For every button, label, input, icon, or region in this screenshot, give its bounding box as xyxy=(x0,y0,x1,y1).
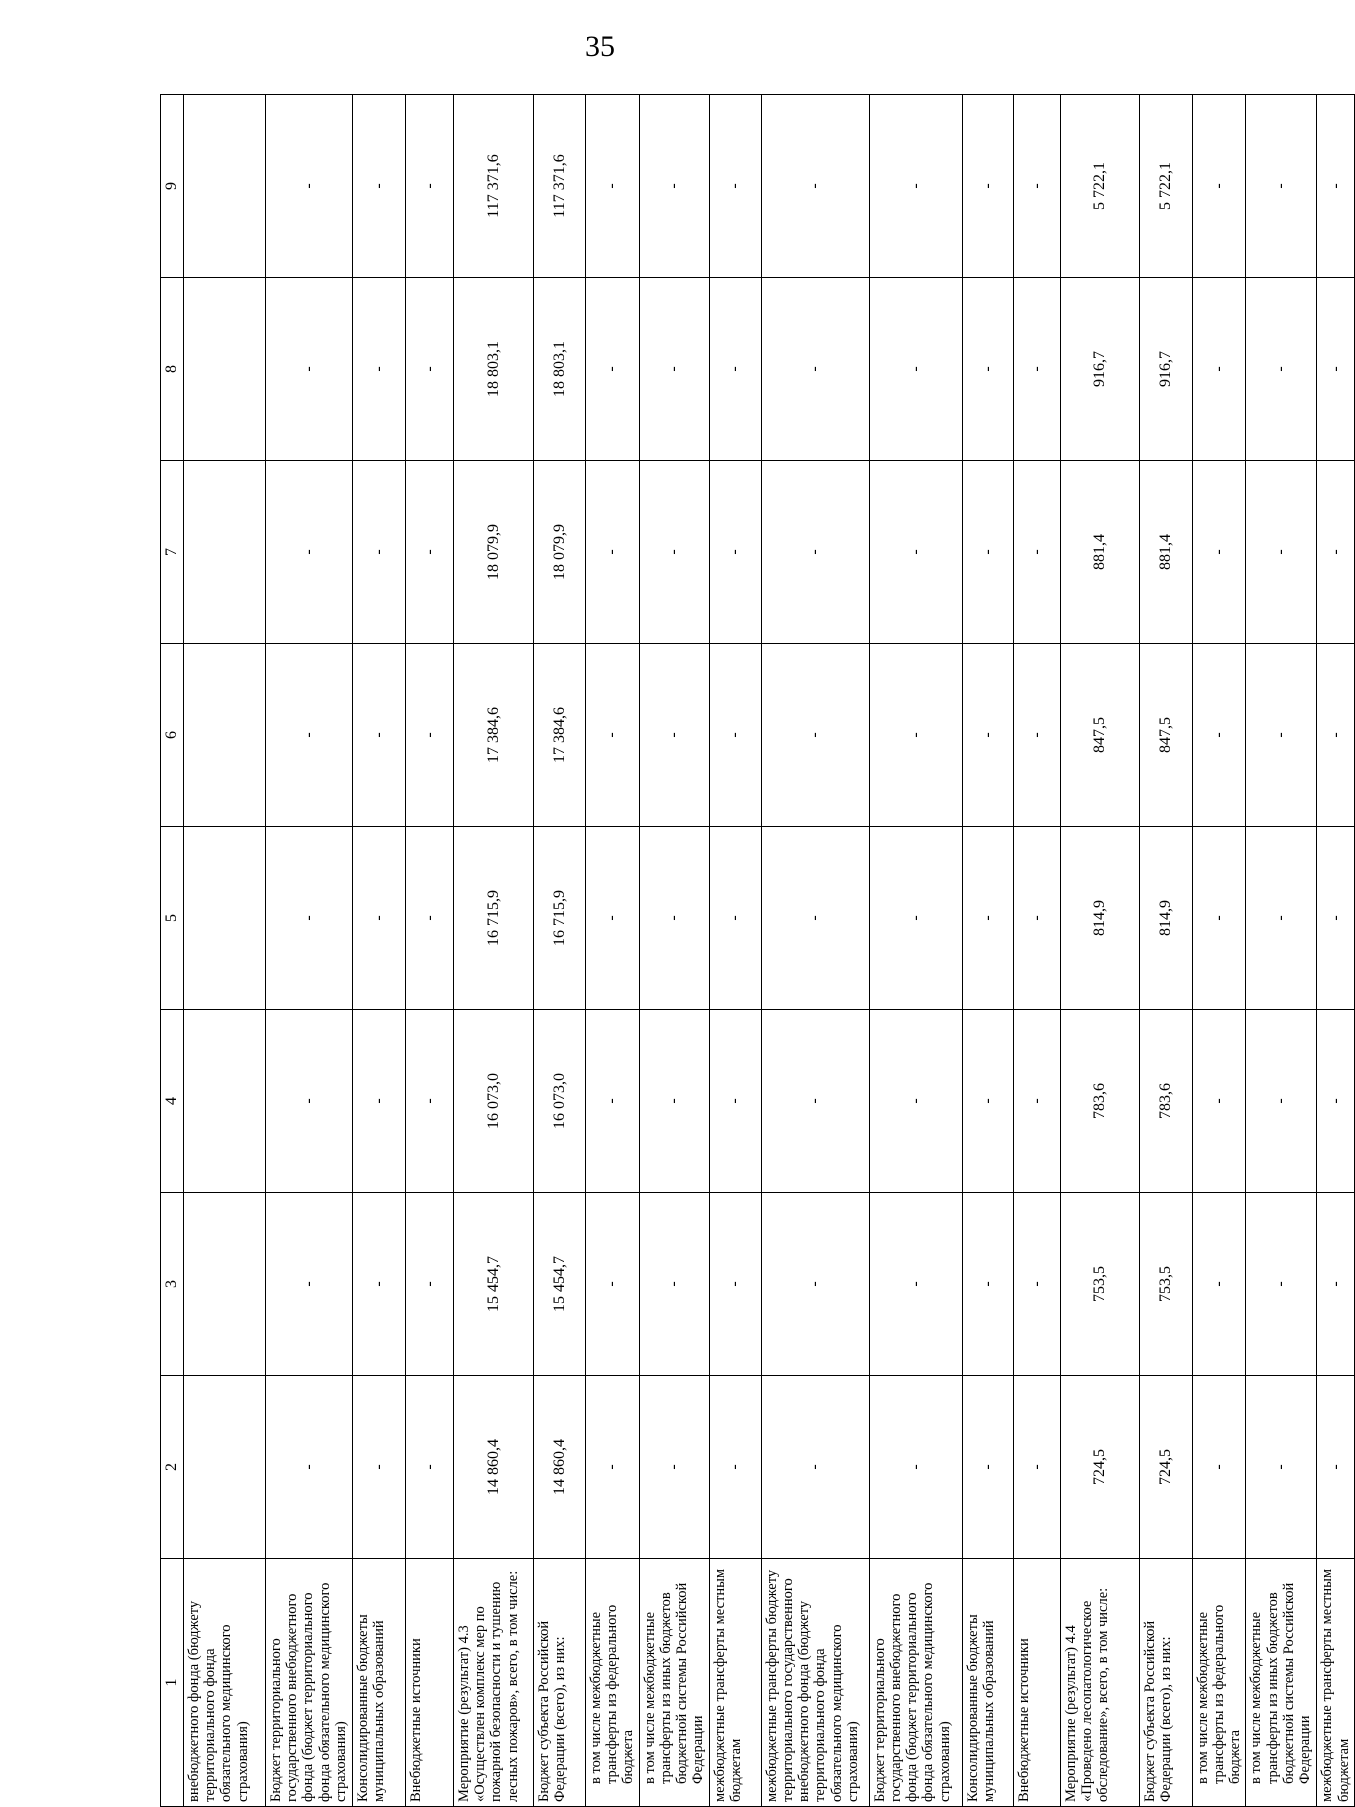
value-cell: 847,5 xyxy=(1139,644,1192,827)
value-cell: - xyxy=(1317,1193,1354,1376)
table-row xyxy=(962,95,1013,1807)
value-cell: - xyxy=(266,1010,353,1193)
value-cell: - xyxy=(962,1010,1013,1193)
value-cell: - xyxy=(1317,278,1354,461)
value-cell: - xyxy=(761,1010,869,1193)
value-cell: - xyxy=(406,1376,454,1559)
value-cell: 16 073,0 xyxy=(534,1010,586,1193)
value-cell: - xyxy=(1246,95,1317,278)
value-cell: 117 371,6 xyxy=(534,95,586,278)
table-row xyxy=(534,95,586,1807)
value-cell: 753,5 xyxy=(1060,1193,1139,1376)
value-cell: - xyxy=(709,278,761,461)
value-cell: - xyxy=(1317,95,1354,278)
value-cell: - xyxy=(1013,461,1060,644)
value-cell: - xyxy=(1013,1193,1060,1376)
table-row xyxy=(1317,95,1354,1807)
table-row xyxy=(353,95,406,1807)
table-row xyxy=(1246,95,1317,1807)
value-cell: - xyxy=(1317,644,1354,827)
value-cell: - xyxy=(586,461,640,644)
value-cell: 5 722,1 xyxy=(1060,95,1139,278)
value-cell: - xyxy=(353,278,406,461)
value-cell: - xyxy=(869,278,962,461)
row-label: Мероприятие (результат) 4.3 «Осуществлен комплекс мер по пожарной безопасности и тушению лесных пожаров», всего, в том числе: xyxy=(454,1559,534,1807)
value-cell: 783,6 xyxy=(1139,1010,1192,1193)
value-cell: - xyxy=(406,95,454,278)
value-cell: - xyxy=(869,1010,962,1193)
value-cell: - xyxy=(1013,278,1060,461)
value-cell: 15 454,7 xyxy=(534,1193,586,1376)
row-label: в том числе межбюджетные трансферты из иных бюджетов бюджетной системы Российской Федерации xyxy=(639,1559,709,1807)
value-cell: - xyxy=(639,1376,709,1559)
row-label: в том числе межбюджетные трансферты из иных бюджетов бюджетной системы Российской Федерации xyxy=(1246,1559,1317,1807)
value-cell: - xyxy=(1317,461,1354,644)
value-cell: - xyxy=(1246,278,1317,461)
row-label: Консолидированные бюджеты муниципальных образований xyxy=(962,1559,1013,1807)
value-cell: 18 079,9 xyxy=(534,461,586,644)
value-cell xyxy=(184,644,266,827)
value-cell: - xyxy=(1246,1193,1317,1376)
value-cell: - xyxy=(1192,827,1246,1010)
value-cell: - xyxy=(1013,644,1060,827)
table-row xyxy=(586,95,640,1807)
row-label: Бюджет территориального государственного внебюджетного фонда (бюджет территориального фонда обязательного медицинского страхования) xyxy=(869,1559,962,1807)
table-row xyxy=(266,95,353,1807)
value-cell: - xyxy=(1246,644,1317,827)
column-header: 9 xyxy=(161,95,184,278)
table-row xyxy=(761,95,869,1807)
value-cell: - xyxy=(353,1193,406,1376)
row-label: межбюджетные трансферты местным бюджетам xyxy=(709,1559,761,1807)
value-cell: - xyxy=(709,461,761,644)
row-label: Мероприятие (результат) 4.4 «Проведено лесопатологическое обследование», всего, в том числе: xyxy=(1060,1559,1139,1807)
row-label: Внебюджетные источники xyxy=(406,1559,454,1807)
value-cell: - xyxy=(266,278,353,461)
value-cell: - xyxy=(353,1376,406,1559)
value-cell: 17 384,6 xyxy=(534,644,586,827)
table-row xyxy=(1013,95,1060,1807)
value-cell: 16 715,9 xyxy=(454,827,534,1010)
rotated-table-container xyxy=(160,95,1352,1807)
value-cell: - xyxy=(639,461,709,644)
value-cell: - xyxy=(639,278,709,461)
value-cell: - xyxy=(869,1193,962,1376)
value-cell: - xyxy=(962,827,1013,1010)
value-cell: - xyxy=(586,278,640,461)
value-cell: - xyxy=(1192,1376,1246,1559)
column-header: 3 xyxy=(161,1193,184,1376)
value-cell: 881,4 xyxy=(1060,461,1139,644)
table-row xyxy=(454,95,534,1807)
column-header: 7 xyxy=(161,461,184,644)
value-cell xyxy=(184,95,266,278)
column-number-header-row xyxy=(161,95,184,1807)
value-cell: - xyxy=(761,644,869,827)
value-cell: - xyxy=(353,461,406,644)
value-cell: - xyxy=(761,278,869,461)
value-cell: - xyxy=(761,461,869,644)
value-cell: - xyxy=(639,827,709,1010)
value-cell: - xyxy=(639,1010,709,1193)
value-cell: - xyxy=(962,644,1013,827)
value-cell: - xyxy=(266,1376,353,1559)
value-cell: - xyxy=(962,1376,1013,1559)
row-label: Внебюджетные источники xyxy=(1013,1559,1060,1807)
column-header: 6 xyxy=(161,644,184,827)
value-cell: - xyxy=(639,644,709,827)
value-cell: - xyxy=(266,644,353,827)
table-row xyxy=(869,95,962,1807)
value-cell: 17 384,6 xyxy=(454,644,534,827)
table-row xyxy=(1060,95,1139,1807)
value-cell: - xyxy=(869,827,962,1010)
value-cell: 753,5 xyxy=(1139,1193,1192,1376)
value-cell: 14 860,4 xyxy=(454,1376,534,1559)
value-cell: - xyxy=(962,1193,1013,1376)
table-row xyxy=(184,95,266,1807)
row-label: Бюджет субъекта Российской Федерации (всего), из них: xyxy=(534,1559,586,1807)
value-cell: - xyxy=(406,1193,454,1376)
value-cell: - xyxy=(709,95,761,278)
value-cell: - xyxy=(1192,644,1246,827)
value-cell: 18 803,1 xyxy=(454,278,534,461)
value-cell: 18 803,1 xyxy=(534,278,586,461)
value-cell: 724,5 xyxy=(1139,1376,1192,1559)
value-cell: 814,9 xyxy=(1139,827,1192,1010)
value-cell: 881,4 xyxy=(1139,461,1192,644)
value-cell: - xyxy=(1246,1010,1317,1193)
value-cell: - xyxy=(353,95,406,278)
value-cell: - xyxy=(353,1010,406,1193)
value-cell: - xyxy=(1192,278,1246,461)
value-cell xyxy=(184,1010,266,1193)
page-number: 35 xyxy=(585,30,615,63)
value-cell: - xyxy=(1317,1010,1354,1193)
value-cell: 5 722,1 xyxy=(1139,95,1192,278)
value-cell: - xyxy=(1317,1376,1354,1559)
value-cell: - xyxy=(761,1193,869,1376)
value-cell: - xyxy=(639,95,709,278)
value-cell: - xyxy=(586,1010,640,1193)
column-header: 1 xyxy=(161,1559,184,1807)
column-header: 4 xyxy=(161,1010,184,1193)
value-cell xyxy=(184,1376,266,1559)
table-row xyxy=(406,95,454,1807)
table-row xyxy=(1139,95,1192,1807)
value-cell: - xyxy=(709,1376,761,1559)
value-cell: - xyxy=(586,827,640,1010)
row-label: Консолидированные бюджеты муниципальных образований xyxy=(353,1559,406,1807)
value-cell: - xyxy=(1317,827,1354,1010)
row-label: межбюджетные трансферты местным бюджетам xyxy=(1317,1559,1354,1807)
budget-table xyxy=(160,94,1355,1807)
value-cell: - xyxy=(1192,95,1246,278)
value-cell: - xyxy=(266,1193,353,1376)
value-cell: 916,7 xyxy=(1060,278,1139,461)
row-label: межбюджетные трансферты бюджету территориального государственного внебюджетного фонда (бюджету территориального фонда обязательного медицинского страхования) xyxy=(761,1559,869,1807)
value-cell: 18 079,9 xyxy=(454,461,534,644)
value-cell: - xyxy=(761,827,869,1010)
value-cell: - xyxy=(1246,461,1317,644)
column-header: 2 xyxy=(161,1376,184,1559)
value-cell: 783,6 xyxy=(1060,1010,1139,1193)
value-cell: 847,5 xyxy=(1060,644,1139,827)
value-cell: - xyxy=(1013,1376,1060,1559)
value-cell: - xyxy=(639,1193,709,1376)
value-cell: 117 371,6 xyxy=(454,95,534,278)
value-cell: - xyxy=(353,827,406,1010)
value-cell xyxy=(184,1193,266,1376)
table-body xyxy=(184,95,1355,1807)
value-cell: - xyxy=(1013,95,1060,278)
value-cell: - xyxy=(586,95,640,278)
table-row xyxy=(709,95,761,1807)
value-cell: - xyxy=(406,461,454,644)
value-cell: - xyxy=(1192,1193,1246,1376)
row-label: в том числе межбюджетные трансферты из федерального бюджета xyxy=(1192,1559,1246,1807)
value-cell: - xyxy=(962,278,1013,461)
value-cell: - xyxy=(869,461,962,644)
value-cell: - xyxy=(1192,1010,1246,1193)
value-cell: - xyxy=(586,644,640,827)
value-cell: - xyxy=(406,827,454,1010)
column-header: 5 xyxy=(161,827,184,1010)
value-cell xyxy=(184,278,266,461)
value-cell: - xyxy=(353,644,406,827)
value-cell: - xyxy=(962,95,1013,278)
value-cell: - xyxy=(266,95,353,278)
value-cell xyxy=(184,461,266,644)
value-cell: - xyxy=(709,644,761,827)
row-label: Бюджет субъекта Российской Федерации (всего), из них: xyxy=(1139,1559,1192,1807)
column-header: 8 xyxy=(161,278,184,461)
value-cell: 15 454,7 xyxy=(454,1193,534,1376)
value-cell: 814,9 xyxy=(1060,827,1139,1010)
value-cell: - xyxy=(406,278,454,461)
row-label: в том числе межбюджетные трансферты из федерального бюджета xyxy=(586,1559,640,1807)
table-row xyxy=(1192,95,1246,1807)
row-label: внебюджетного фонда (бюджету территориального фонда обязательного медицинского страхования) xyxy=(184,1559,266,1807)
value-cell: 916,7 xyxy=(1139,278,1192,461)
value-cell: - xyxy=(406,1010,454,1193)
value-cell: - xyxy=(266,461,353,644)
value-cell: - xyxy=(406,644,454,827)
value-cell: - xyxy=(266,827,353,1010)
value-cell: - xyxy=(962,461,1013,644)
value-cell: - xyxy=(869,1376,962,1559)
value-cell: 16 073,0 xyxy=(454,1010,534,1193)
value-cell: - xyxy=(1013,827,1060,1010)
value-cell: - xyxy=(586,1376,640,1559)
table-row xyxy=(639,95,709,1807)
value-cell: 724,5 xyxy=(1060,1376,1139,1559)
value-cell: - xyxy=(761,1376,869,1559)
value-cell: - xyxy=(761,95,869,278)
row-label: Бюджет территориального государственного внебюджетного фонда (бюджет территориального фонда обязательного медицинского страхования) xyxy=(266,1559,353,1807)
value-cell xyxy=(184,827,266,1010)
value-cell: - xyxy=(1246,1376,1317,1559)
value-cell: 14 860,4 xyxy=(534,1376,586,1559)
value-cell: 16 715,9 xyxy=(534,827,586,1010)
value-cell: - xyxy=(869,95,962,278)
value-cell: - xyxy=(709,827,761,1010)
value-cell: - xyxy=(1192,461,1246,644)
value-cell: - xyxy=(1246,827,1317,1010)
value-cell: - xyxy=(709,1193,761,1376)
value-cell: - xyxy=(709,1010,761,1193)
value-cell: - xyxy=(1013,1010,1060,1193)
value-cell: - xyxy=(869,644,962,827)
value-cell: - xyxy=(586,1193,640,1376)
